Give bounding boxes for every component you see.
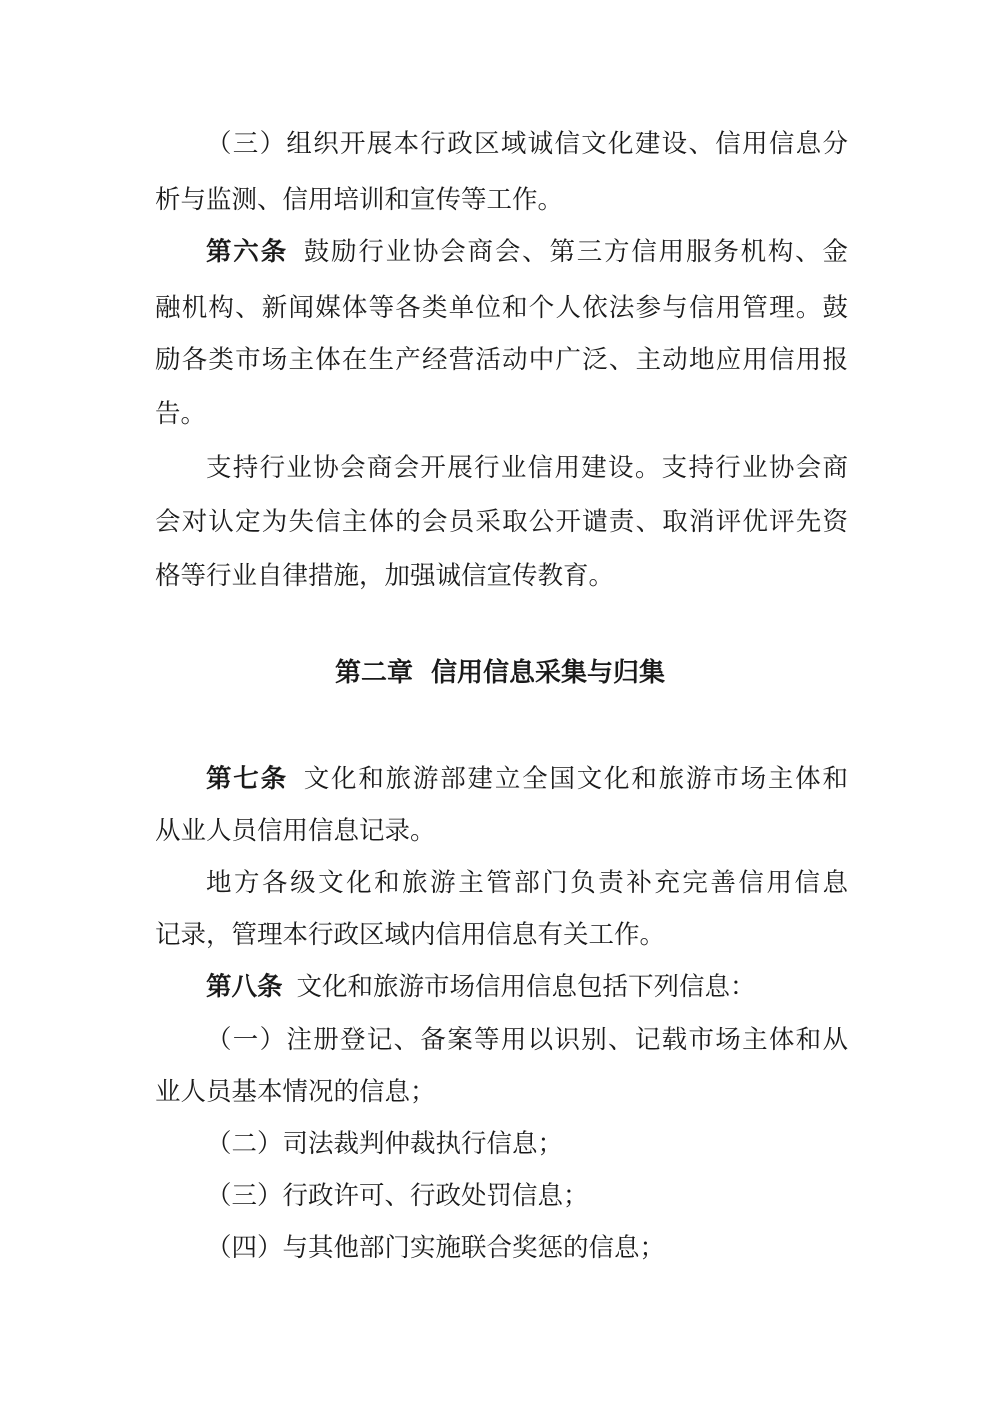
paragraph-line: 支持行业协会商会开展行业信用建设。支持行业协会商 [206,453,848,483]
article-8-label: 第八条 [206,972,283,1002]
paragraph-line: 会对认定为失信主体的会员采取公开谴责、取消评优评先资 [155,507,848,537]
list-item: （二）司法裁判仲裁执行信息； [206,1129,564,1159]
paragraph-line: 励各类市场主体在生产经营活动中广泛、主动地应用信用报 [155,345,848,375]
paragraph-line: （三）组织开展本行政区域诚信文化建设、信用信息分 [206,129,848,159]
list-item: 业人员基本情况的信息； [155,1077,436,1107]
article-8-line [155,970,848,1004]
article-6-label: 第六条 [206,237,288,267]
chapter-number: 第二章 [334,658,413,688]
chapter-title: 信用信息采集与归集 [431,658,666,688]
paragraph-line: 告。 [155,399,207,429]
article-7-line [155,762,848,796]
article-6-text: 鼓励行业协会商会、第三方信用服务机构、金 [301,237,848,267]
paragraph-line: 析与监测、信用培训和宣传等工作。 [155,185,564,215]
article-7-label: 第七条 [206,764,288,794]
paragraph-line: 记录，管理本行政区域内信用信息有关工作。 [155,920,666,950]
list-item: （三）行政许可、行政处罚信息； [206,1181,589,1211]
paragraph-line: 融机构、新闻媒体等各类单位和个人依法参与信用管理。鼓 [155,293,848,323]
article-6-line [155,235,848,269]
paragraph-line: 从业人员信用信息记录。 [155,816,436,846]
paragraph-line: 地方各级文化和旅游主管部门负责补充完善信用信息 [206,868,848,898]
article-8-text: 文化和旅游市场信用信息包括下列信息： [296,972,756,1002]
article-7-text: 文化和旅游部建立全国文化和旅游市场主体和 [301,764,848,794]
chapter-heading [0,656,1000,690]
paragraph-line: 格等行业自律措施，加强诚信宣传教育。 [155,561,615,591]
list-item: （一）注册登记、备案等用以识别、记载市场主体和从 [206,1025,848,1055]
list-item: （四）与其他部门实施联合奖惩的信息； [206,1233,666,1263]
